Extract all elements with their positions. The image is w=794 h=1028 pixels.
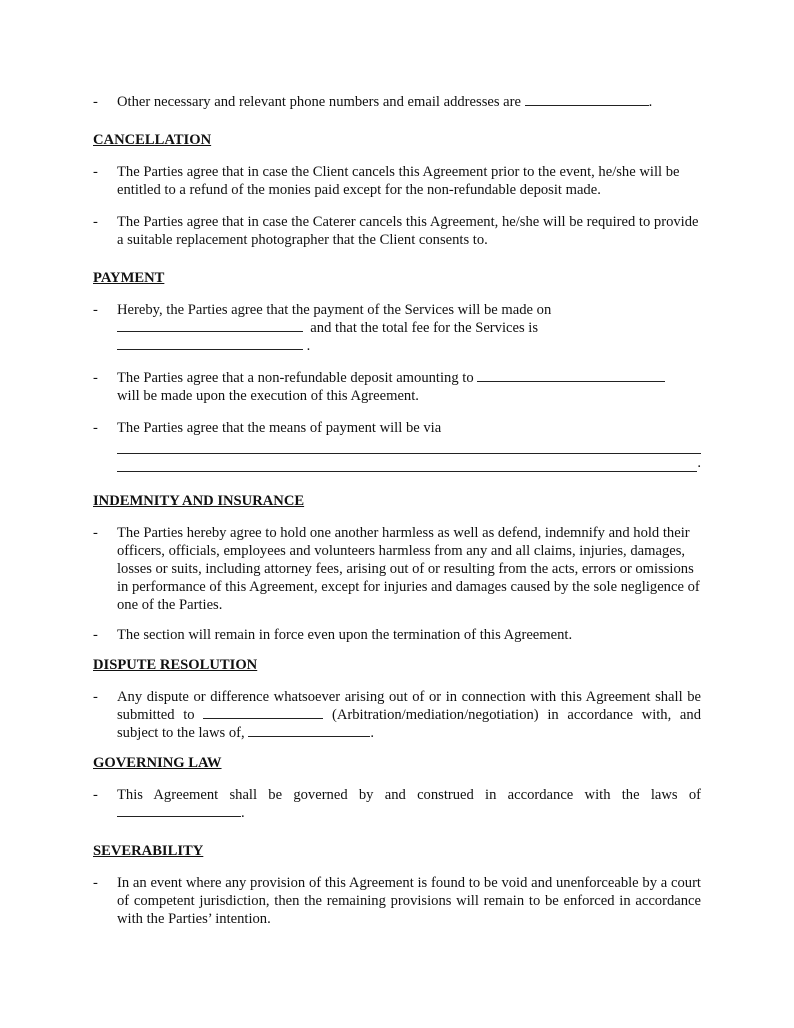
means-blank-2[interactable] [117,455,697,472]
payment-date-text: Hereby, the Parties agree that the payment of the Services will be made on [117,302,552,318]
cancellation-heading: CANCELLATION [93,132,212,148]
payment-fee-blank[interactable] [117,337,303,350]
payment-date-blank[interactable] [117,319,303,332]
governing-law-item [93,786,701,822]
payment-item-1 [93,301,701,355]
dispute-law-blank[interactable] [248,724,370,737]
severability-heading: SEVERABILITY [93,843,204,859]
dispute-method-blank[interactable] [203,706,323,719]
contact-blank[interactable] [525,93,649,106]
payment-fee-end: . [306,338,311,354]
means-end: . [697,455,701,471]
contact-list-item [93,93,701,111]
governing-law-end: . [241,805,245,821]
means-row-2 [117,454,701,472]
dispute-item [93,688,701,742]
payment-item-3 [93,419,701,472]
governing-law-text: This Agreement shall be governed by and construed in accordance with the laws of [117,787,701,803]
means-text: The Parties agree that the means of payment will be via [117,420,442,436]
payment-heading: PAYMENT [93,270,165,286]
governing-law-heading: GOVERNING LAW [93,755,222,771]
cancellation-item-1: - The Parties agree that in case the Client cancels this Agreement prior to the event, he/she will be entitled to a refund of the monies paid except for the non-refundable deposit made. [93,163,701,199]
payment-item-2 [93,369,701,405]
dispute-end: . [370,725,374,741]
deposit-text-2: will be made upon the execution of this Agreement. [117,388,419,404]
dispute-text-1: Any dispute or difference whatsoever arising out of or in connection with this Agreement shall be submitted to [117,689,701,723]
governing-law-blank[interactable] [117,804,241,817]
dispute-heading: DISPUTE RESOLUTION [93,657,258,673]
payment-fee-text: and that the total fee for the Services is [310,320,539,336]
indemnity-item-1: - The Parties hereby agree to hold one another harmless as well as defend, indemnify and hold their officers, officials, employees and volunteers harmless from any and all claims, injuries, damages, losses or suits, including attorney fees, arising out of or resulting from the acts, errors or omissions in performance of this Agreement, except for injuries and damages caused by the sole negligence of one of the Parties. [93,524,701,614]
contact-end: . [648,94,653,110]
deposit-blank[interactable] [477,369,665,382]
indemnity-heading: INDEMNITY AND INSURANCE [93,493,305,509]
contact-text: Other necessary and relevant phone numbers and email addresses are [117,94,522,110]
dispute-text-2: (Arbitration/mediation/negotiation) in accordance with, and subject to the laws of, [117,707,701,741]
cancellation-item-2: - The Parties agree that in case the Caterer cancels this Agreement, he/she will be required to provide a suitable replacement photographer that the Client consents to. [93,213,701,249]
severability-item: - In an event where any provision of this Agreement is found to be void and unenforceable by a court of competent jurisdiction, then the remaining provisions will remain to be enforced in accordance with the Parties’ intention. [93,874,701,928]
deposit-text: The Parties agree that a non-refundable deposit amounting to [117,370,474,386]
means-blank-1[interactable] [117,437,701,454]
indemnity-item-2: - The section will remain in force even upon the termination of this Agreement. [93,626,701,644]
